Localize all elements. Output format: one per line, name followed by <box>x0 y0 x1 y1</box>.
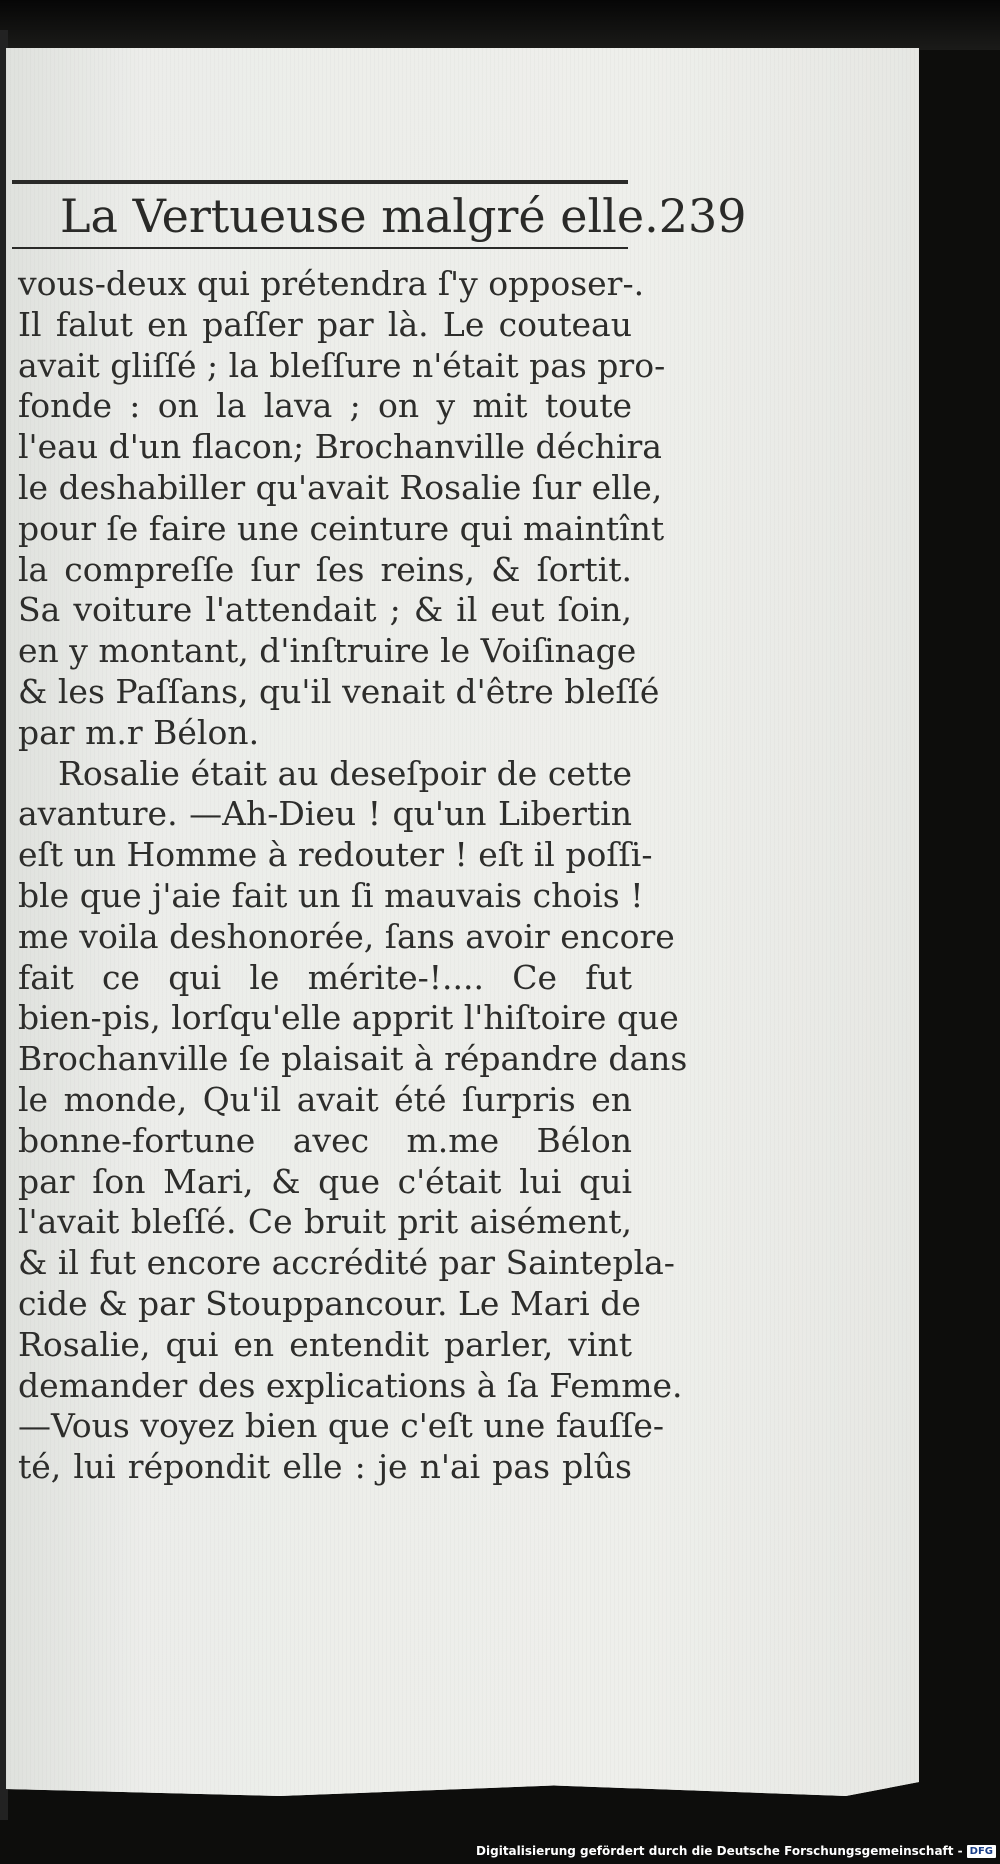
text-line: ble que j'aie fait un ſi mauvais chois ! <box>18 875 644 915</box>
text-line: Rosalie, qui en entendit parler, vint <box>18 1324 632 1364</box>
text-line: cide & par Stouppancour. Le Mari de <box>18 1283 641 1323</box>
text-line: en y montant, d'inſtruire le Voiſinage <box>18 631 637 671</box>
text-line: Sa voiture l'attendait ; & il eut ſoin, <box>18 590 632 630</box>
text-line: fonde : on la lava ; on y mit toute <box>18 386 632 426</box>
text-line: Rosalie était au deseſpoir de cette <box>58 753 632 793</box>
header-rule-bottom <box>12 247 628 249</box>
text-line: l'eau d'un flacon; Brochanville déchira <box>18 427 662 467</box>
text-line: bonne-fortune avec m.me Bélon <box>18 1120 632 1160</box>
text-line: pour ſe faire une ceinture qui maintînt <box>18 508 665 548</box>
text-line: té, lui répondit elle : je n'ai pas plûs <box>18 1447 632 1487</box>
text-line: Brochanville ſe plaisait à répandre dans <box>18 1039 688 1079</box>
body-text <box>18 264 688 1488</box>
text-line: fait ce qui le mérite-!.... Ce fut <box>18 957 632 997</box>
running-title: La Vertueuse malgré elle. <box>60 189 659 243</box>
text-line: avait gliſſé ; la bleſſure n'était pas pro- <box>18 345 666 385</box>
text-line: & il fut encore accrédité par Saintepla- <box>18 1243 675 1283</box>
text-line: par ſon Mari, & que c'était lui qui <box>18 1161 632 1201</box>
page-number: 239 <box>658 189 747 243</box>
text-line: par m.r Bélon. <box>18 712 260 752</box>
digitization-credit <box>476 1840 996 1862</box>
text-line: eſt un Homme à redouter ! eſt il poſſi- <box>18 835 653 875</box>
text-line: la compreſſe ſur ſes reins, & ſortit. <box>18 549 632 589</box>
text-line: le monde, Qu'il avait été ſurpris en <box>18 1079 632 1119</box>
dfg-logo: DFG <box>967 1845 996 1858</box>
scan-background-top <box>0 0 1000 50</box>
text-line: l'avait bleſſé. Ce bruit prit aisément, <box>18 1202 632 1242</box>
text-line: vous-deux qui prétendra ſ'y opposer-. <box>18 264 645 303</box>
text-line: me voila deshonorée, ſans avoir encore <box>18 916 675 956</box>
text-line: bien-pis, lorſqu'elle apprit l'hiſtoire que <box>18 998 679 1038</box>
text-line: Il falut en paſſer par là. Le couteau <box>18 304 632 344</box>
text-line: & les Paſſans, qu'il venait d'être bleſſé <box>18 671 660 711</box>
text-line: —Vous voyez bien que c'eſt une fauſſe- <box>18 1406 665 1446</box>
credit-text: Digitalisierung gefördert durch die Deutsche Forschungsgemeinschaft - <box>476 1844 963 1858</box>
text-line: avanture. —Ah-Dieu ! qu'un Libertin <box>18 794 632 834</box>
running-header <box>60 189 747 245</box>
text-line: le deshabiller qu'avait Rosalie ſur elle, <box>18 467 663 507</box>
header-rule-top <box>12 180 628 184</box>
text-line: demander des explications à ſa Femme. <box>18 1365 683 1405</box>
